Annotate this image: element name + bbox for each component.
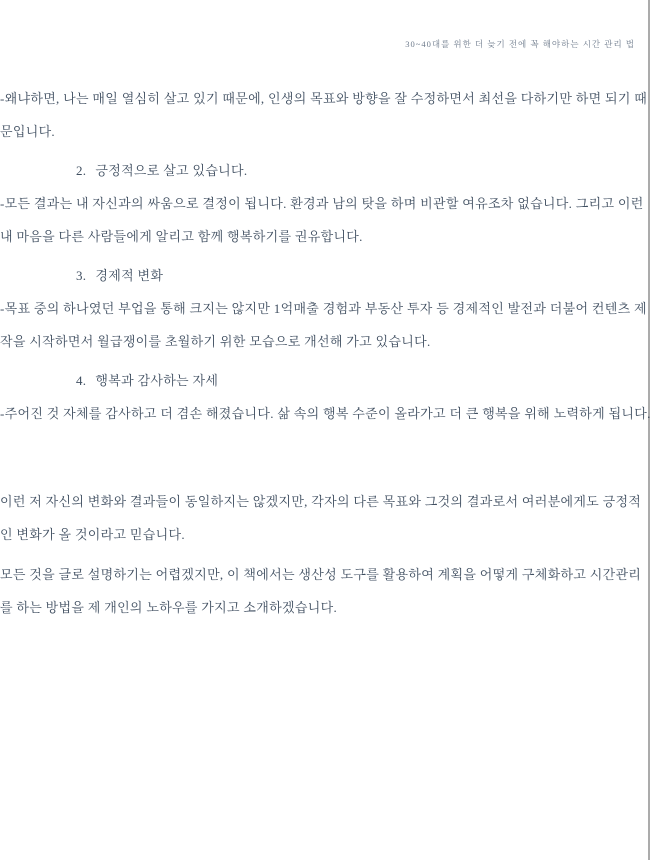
list-item-number: 4. (76, 373, 87, 388)
list-item-title: 행복과 감사하는 자세 (95, 373, 219, 388)
closing-section (0, 485, 652, 624)
list-item-body: -모든 결과는 내 자신과의 싸움으로 결정이 됩니다. 환경과 남의 탓을 하며 비관할 여유조차 없습니다. 그리고 이런 내 마음을 다른 사람들에게 알리고 함께 행복하기를 권유합니다. (0, 196, 644, 244)
list-item-number: 2. (76, 163, 87, 178)
closing-paragraph: 이런 저 자신의 변화와 결과들이 동일하지는 않겠지만, 각자의 다른 목표와 그것의 결과로서 여러분에게도 긍정적인 변화가 올 것이라고 믿습니다. (0, 494, 642, 542)
closing-paragraph: 모든 것을 글로 설명하기는 어렵겠지만, 이 책에서는 생산성 도구를 활용하여 계획을 어떻게 구체화하고 시간관리를 하는 방법을 제 개인의 노하우를 가지고 소개하겠습니다. (0, 567, 642, 615)
list-item-title: 경제적 변화 (95, 268, 164, 283)
list-item-body: -목표 중의 하나였던 부업을 통해 크지는 않지만 1억매출 경험과 부동산 투자 등 경제적인 발전과 더불어 컨텐츠 제작을 시작하면서 월급쟁이를 초월하기 위한 모습으로 개선해 가고 있습니다. (0, 301, 647, 349)
list-item-body: -주어진 것 자체를 감사하고 더 겸손 해졌습니다. 삶 속의 행복 수준이 올라가고 더 큰 행복을 위해 노력하게 됩니다. (0, 406, 651, 421)
list-item-heading (76, 364, 610, 397)
running-header: 30~40대를 위한 더 늦기 전에 꼭 해야하는 시간 관리 법 (405, 39, 635, 49)
intro-paragraph: -왜냐하면, 나는 매일 열심히 살고 있기 때문에, 인생의 목표와 방향을 잘 수정하면서 최선을 다하기만 하면 되기 때문입니다. (0, 91, 648, 139)
list-item-number: 3. (76, 268, 87, 283)
list-item-heading (76, 154, 610, 187)
list-item-title: 긍정적으로 살고 있습니다. (95, 163, 248, 178)
list-item-heading (76, 259, 610, 292)
